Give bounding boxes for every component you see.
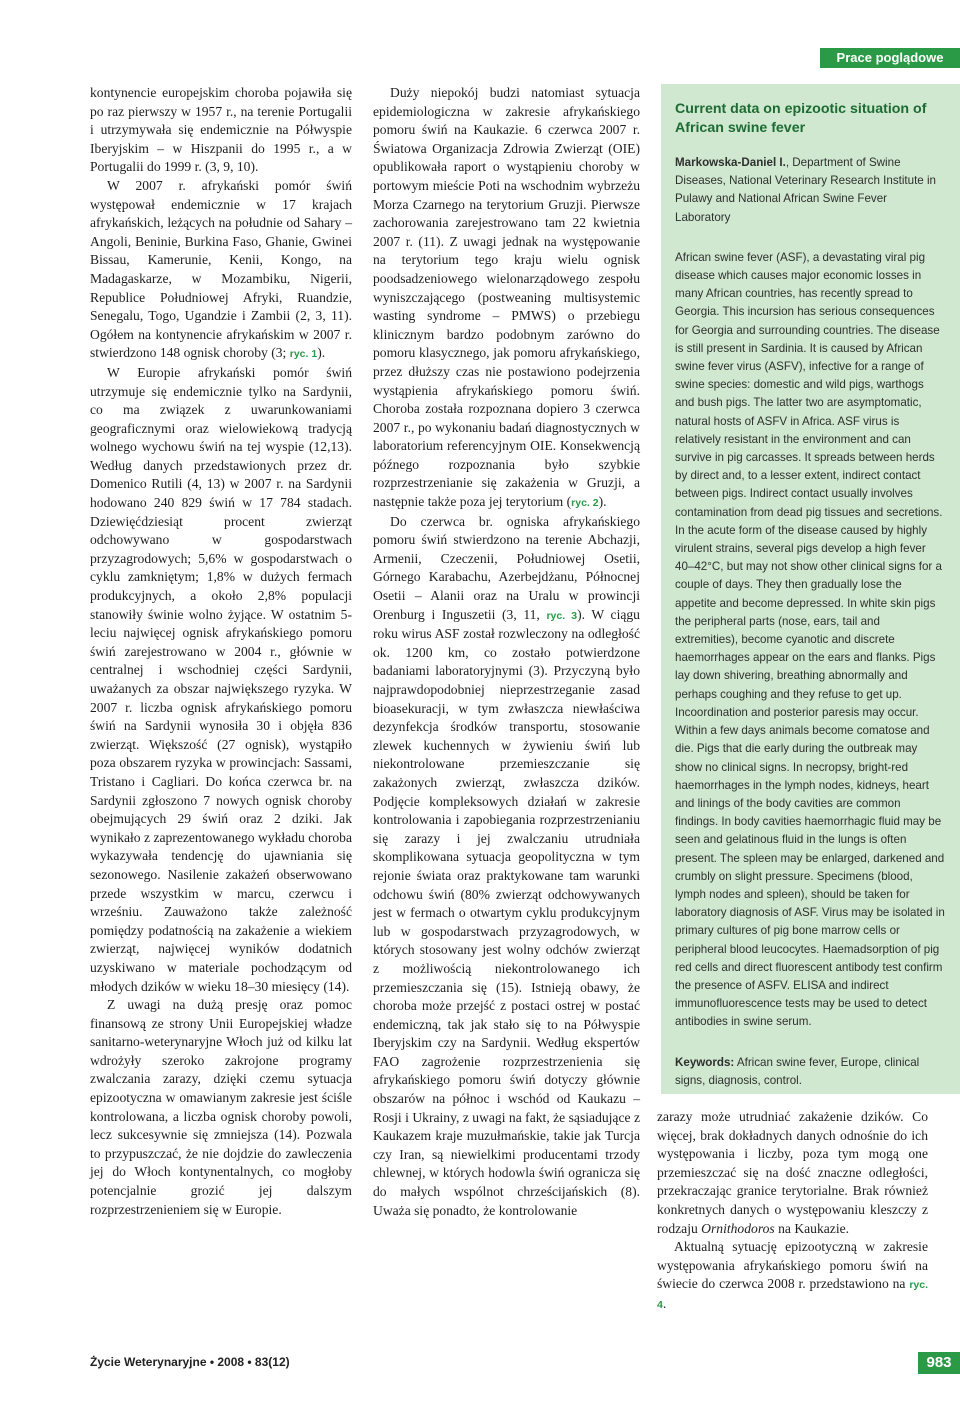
abstract-keywords [675, 1054, 945, 1090]
text-run: ). [317, 345, 326, 361]
paragraph [657, 1108, 928, 1238]
text-run: ). W ciągu roku wirus ASF został rozwleczony na odległość ok. 1200 km, co zostało potwierdzone badaniami laboratoryjnymi (3). Przyczyną było najprawdopodobniej nieprzestrzeganie zasad bioasekuracji, w tym zwłaszcza niewłaściwa dezynfekcja środków transportu, stosowanie zlewek kuchennych w żywieniu świń lub niekontrolowane przemieszczanie się zakażonych zwierząt, zwłaszcza dzików. Podjęcie kompleksowych działań w zakresie kontrolowania i zapobiegania rozprzestrzenianiu się zarazy i jej zwalczaniu utrudniała skomplikowana sytuacja geopolityczna w tym rejonie świata oraz praktykowane tam warunki odchowu świń (80% zwierząt odchowywanych jest w fermach o otwartym cyklu produkcyjnym lub w gospodarstwach przyzagrodowych, w których stosowany jest wolny odchów zwierząt z możliwością niekontrolowanego ich przemieszczania się (15). Istnieją obawy, że choroba może przejść z postaci ostrej w postać endemiczną, tak jak stało się to na Półwyspie Iberyjskim czy na Sardynii. Według ekspertów FAO zagrożenie rozprzestrzenienia się afrykańskiego pomoru świń dotyczy głównie obszarów na północ i wschód od Kaukazu – Rosji i Ukrainy, z uwagi na fakt, że sąsiadujące z Kaukazem kraje muzułmańskie, takie jak Turcja czy Iran, są niewielkimi producentami trzody chlewnej, w których hodowla świń ogranicza się do małych wspólnot chrześcijańskich (8). Uważa się ponadto, że kontrolowanie [373, 606, 640, 1218]
abstract-body: African swine fever (ASF), a devastating viral pig disease which causes major economic losses in many African countries, has recently spread to Georgia. This incursion has serious consequences for Georgia and surrounding countries. The disease is still present in Sardinia. It is caused by African swine fever virus (ASFV), infective for a range of swine species: domestic and wild pigs, warthogs and bush pigs. The latter two are asymptomatic, natural hosts of ASFV in Africa. ASF virus is relatively resistant in the environment and can survive in pig carcasses. It spreads between herds by direct and, to a lesser extent, indirect contact between pigs. Indirect contact usually involves contamination from dead pig tissues and secretions. In the acute form of the disease caused by highly virulent strains, several pigs develop a high fever 40–42°C, but may not show other clinical signs for a couple of days. They then gradually lose the appetite and become depressed. In white skin pigs the peripheral parts (nose, ears, tail and extremities), become cyanotic and discrete haemorrhages appear on the ears and flanks. Pigs lay down shivering, breathing abnormally and perhaps coughing and they refuse to get up. Incoordination and posterior paresis may occur. Within a few days animals become comatose and die. Pigs that die early during the outbreak may show no clinical signs. In necropsy, bright-red haemorrhages in the lymph nodes, kidneys, heart and linings of the body cavities are common findings. In body cavities haemorrhagic fluid may be seen and gelatinous fluid in the lungs is often present. The spleen may be enlarged, darkened and crumbly on slight pressure. Specimens (blood, lymph nodes and spleen), should be taken for laboratory diagnosis of ASF. Virus may be isolated in primary cultures of pig bone marrow cells or peripheral blood leucocytes. Haemadsorption of pig red cells and direct fluorescent antibody test confirm the presence of ASFV. ELISA and indirect immunofluorescence tests may be used to detect antibodies in swine serum. [675, 250, 945, 1029]
author-affiliation: , Department of Swine Diseases, National Veterinary Research Institute in Pulawy and National African Swine Fever Laboratory [675, 156, 936, 224]
paragraph [373, 513, 640, 1221]
keywords-list: African swine fever, Europe, clinical signs, diagnosis, control. [675, 1055, 920, 1087]
figure-reference[interactable]: ryc. 4 [657, 1279, 928, 1311]
text-run: ). [598, 494, 607, 510]
text-run: zarazy może utrudniać zakażenie dzików. Co więcej, brak dokładnych danych odnośnie do ich występowania i liczby, poza tym mogą one przemieszczać się na dość znaczne odległości, przekraczając granice terytorialne. Brak również konkretnych danych o występowaniu kleszczy z rodzaju [657, 1109, 928, 1236]
paragraph [657, 1238, 928, 1314]
english-abstract-box [661, 84, 960, 1094]
text-run: Do czerwca br. ogniska afrykańskiego pomoru świń stwierdzono na terenie Abchazji, Armenii, Czeczenii, Południowej Osetii, Górnego Karabachu, Azerbejdżanu, Północnej Osetii – Alanii oraz na Uralu w prowincji Orenburg i Inguszetii (3, 11, [373, 513, 640, 622]
figure-reference[interactable]: ryc. 3 [546, 609, 578, 622]
paragraph: Z uwagi na dużą presję oraz pomoc finansową ze strony Unii Europejskiej władze sanitarno-weterynaryjne Włoch już od kilku lat wdrożyły szeroko zakrojone programy zwalczania zarazy, dzięki czemu sytuacja epizootyczna w omawianym zakresie jest ściśle kontrolowana, a liczba ognisk choroby powoli, lecz sukcesywnie się zmniejsza (14). Pozwala to przypuszczać, że nie dojdzie do zawleczenia jej do Włoch kontynentalnych, co mogłoby potencjalnie grozić jej dalszym rozprzestrzenieniem się w Europie. [90, 997, 352, 1217]
keywords-label: Keywords: [675, 1055, 735, 1069]
text-run: na Kaukazie. [774, 1220, 850, 1236]
paragraph: kontynencie europejskim choroba pojawiła się po raz pierwszy w 1957 r., na terenie Portugalii i utrzymywała się endemicznie na Półwyspie Iberyjskim – w Hiszpanii do 1995 r., a w Portugalii do 1999 r. (3, 9, 10). [90, 85, 352, 175]
middle-text-column [373, 84, 640, 1220]
text-run: W 2007 r. afrykański pomór świń występował endemicznie w 17 krajach afrykańskich, leżących na południe od Sahary – Angoli, Beninie, Burkina Faso, Ghanie, Gwinei Bissau, Kamerunie, Kenii, Kongo, na Madagaskarze, w Mozambiku, Nigerii, Republice Południowej Afryki, Ruandzie, Senegalu, Togo, Ugandzie i Zambii (2, 3, 11). Ogółem na kontynencie afrykańskim w 2007 r. stwierdzono 148 ognisk choroby (3; [90, 177, 352, 361]
journal-footer: Życie Weterynaryjne • 2008 • 83(12) [90, 1355, 290, 1369]
paragraph: W Europie afrykański pomór świń utrzymuje się endemicznie tylko na Sardynii, co ma związek z uwarunkowaniami geograficznymi oraz wielowiekową tradycją wolnego wychowu świń na tej wyspie (12,13). Według danych przedstawionych przez dr. Domenico Rutili (4, 13) w 2007 r. na Sardynii hodowano 240 829 świń w 17 784 stadach. Dziewięćdziesiąt procent zwierząt odchowywano w gospodarstwach przyzagrodowych; 5,6% w gospodarstwach o cyklu zamkniętym; 1,8% w dużych fermach produkcyjnych, a około 2,8% populacji stanowiły świnie wolno żyjące. W ostatnim 5-leciu najwięcej ognisk afrykańskiego pomoru świń zarejestrowano w 2004 r., głównie w centralnej i wschodniej części Sardynii, uważanych za obszar największego ryzyka. W 2007 r. liczba ognisk afrykańskiego pomoru świń na Sardynii wynosiła 30 i objęła 836 zwierząt. Większość (27 ognisk), wystąpiło poza obszarem ryzyka w prowincjach: Sassami, Tristano i Cagliari. Do końca czerwca br. na Sardynii zgłoszono 7 nowych ognisk choroby obejmujących 29 świń oraz 2 dziki. Jak wynikało z zaprezentowanego wykładu choroba wykazywała tendencję do ujawniania się sezonowego. Nasilenie zakażeń obserwowano przede wszystkim w marcu, czerwcu i wrześniu. Zauważono także zależność pomiędzy podatnością na zakażenie a wiekiem zwierząt, najwięcej wyników dodatnich uzyskiwano w materiale pochodzącym od młodych dzików w wieku 18–30 miesięcy (14). [90, 364, 352, 994]
genus-name: Ornithodoros [701, 1220, 775, 1236]
text-run: Aktualną sytuację epizootyczną w zakresie występowania afrykańskiego pomoru świń na świecie do czerwca 2008 r. przedstawiono na [657, 1239, 928, 1292]
text-run: . [662, 1295, 667, 1311]
figure-reference[interactable]: ryc. 1 [289, 348, 318, 361]
left-text-column [90, 84, 352, 1219]
right-text-column [657, 1108, 928, 1315]
paragraph [90, 177, 352, 364]
page-number: 983 [918, 1352, 960, 1374]
figure-reference[interactable]: ryc. 2 [571, 497, 599, 510]
author-name: Markowska-Daniel I. [675, 156, 786, 169]
text-run: Duży niepokój budzi natomiast sytuacja epidemiologiczna w zakresie afrykańskiego pomoru świń na Kaukazie. 6 czerwca 2007 r. Światowa Organizacja Zdrowia Zwierząt (OIE) opublikowała raport o wystąpieniu choroby w portowym mieście Poti na wschodnim wybrzeżu Morza Czarnego na terytorium Gruzji. Pierwsze zachorowania zarejestrowano tam 22 kwietnia 2007 r. (11). Z uwagi jednak na występowanie na terytorium tego kraju wielu ognisk poodsadzeniowego wielonarządowego zespołu wyniszczającego (postweaning multisystemic wasting syndrome – PMWS) o przebiegu klinicznym bardzo podobnym zarówno do pomoru klasycznego, jak pomoru afrykańskiego, przez dłuższy czas nie postawiono podejrzenia wystąpienia afrykańskiego pomoru świń. Choroba została rozpoznana dopiero 3 czerwca 2007 r., po wykonaniu badań diagnostycznych w laboratorium referencyjnym OIE. Konsekwencją późnego rozpoznania było szybkie rozprzestrzenianie się zakażenia w Gruzji, a następnie także poza jej terytorium ( [373, 85, 640, 510]
abstract-authors [675, 154, 945, 227]
paragraph [373, 84, 640, 513]
section-tag: Prace poglądowe [820, 48, 960, 68]
abstract-title: Current data on epizootic situation of African swine fever [675, 101, 927, 136]
